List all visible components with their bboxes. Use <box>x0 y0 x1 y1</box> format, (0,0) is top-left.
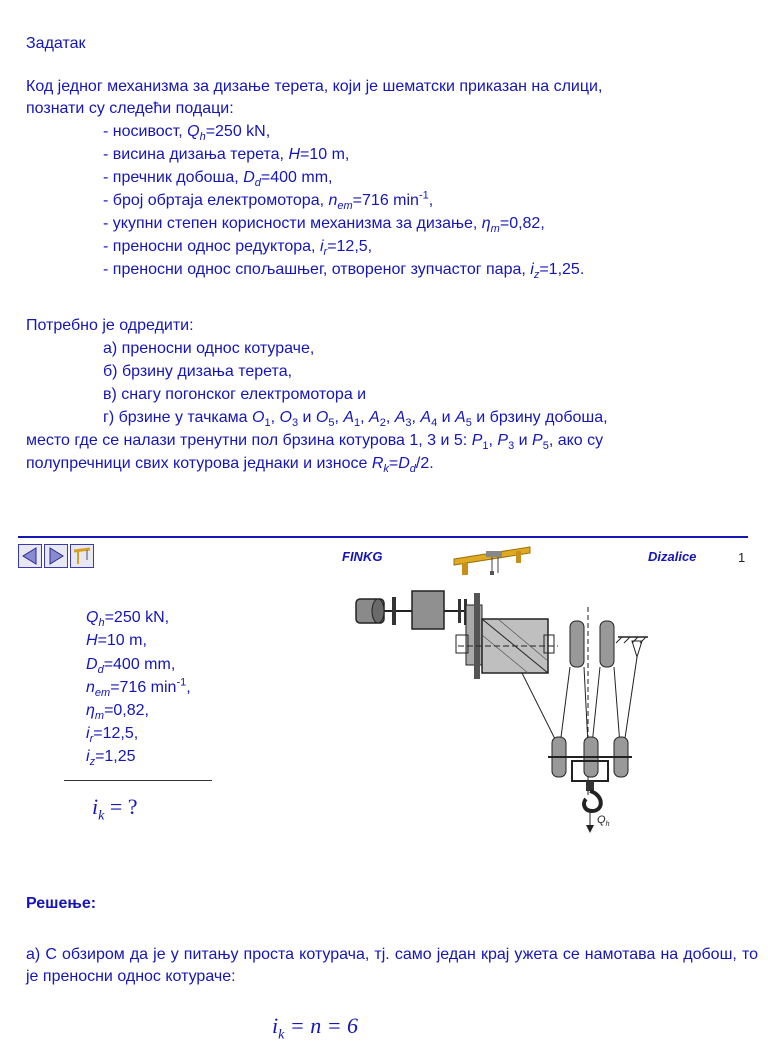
reducer-icon <box>412 591 444 629</box>
required-item-d: г) брзине у тачкама $O_1$, $O_3$ и $O_5$, $A_1$, $A_2$, $A_3$, $A_4$ и $A_5$ и брзину добоша, <box>103 409 608 430</box>
header-right-title: Dizalice <box>648 549 697 564</box>
page-number: 1 <box>738 550 746 565</box>
given-item-drum: - пречник добоша, $D_d=400$ mm, <box>103 169 333 190</box>
solution-title: Решење: <box>26 895 97 912</box>
slide-navigation <box>18 544 94 568</box>
upper-sheave <box>600 621 614 667</box>
required-item-c: в) снагу погонског електромотора и <box>103 386 367 403</box>
task-title: Задатак <box>26 35 86 52</box>
given-item-height: - висина дизања терета, H=10 m, <box>103 146 350 163</box>
required-item-a: а) преносни однос котураче, <box>103 340 315 357</box>
given-qh: $Q_h=250$ kN, <box>86 609 170 630</box>
given-iz: $i_z=1,25$ <box>86 748 136 769</box>
intro-line-2: познати су следећи подаци: <box>26 100 234 117</box>
required-item-d-line-3: полупречници свих котурова једнаки и износе $R_k=D_d/2$. <box>26 455 434 476</box>
load-label: $Q_h$ <box>597 814 610 829</box>
given-nem: $n_{em}=716$ $\min^{-1}$, <box>86 676 191 700</box>
upper-sheave <box>570 621 584 667</box>
required-item-b: б) брзину дизања терета, <box>103 363 293 380</box>
given-eta: $\eta_m=0,82$, <box>86 702 149 723</box>
header-center-title: FINKG <box>342 549 383 564</box>
hoist-mechanism-diagram <box>348 585 658 835</box>
given-ir: $i_r=12,5$, <box>86 725 139 746</box>
coupling-icon <box>392 597 396 625</box>
intro-line-1: Код једног механизма за дизање терета, који је шематски приказан на слици, <box>26 78 603 95</box>
required-item-d-line-2: место где се налази тренутни пол брзина котурова 1, 3 и 5: $P_1$, $P_3$ и $P_5$, ако су <box>26 432 604 453</box>
required-title: Потребно је одредити: <box>26 317 194 334</box>
prev-icon <box>20 546 40 566</box>
prev-button[interactable] <box>18 544 42 568</box>
given-item-efficiency: - укупни степен корисности механизма за дизање, $\eta_m=0,82$, <box>103 215 545 236</box>
crane-logo-icon <box>452 543 532 577</box>
next-button[interactable] <box>44 544 68 568</box>
hook-icon <box>584 791 601 811</box>
question-ik: $i_k$ = ? <box>92 794 138 824</box>
solution-formula: $i_k = n = 6$ <box>272 1013 359 1042</box>
crane-icon <box>72 546 92 566</box>
home-button[interactable] <box>70 544 94 568</box>
header-rule <box>18 536 748 538</box>
given-item-reducer-ratio: - преносни однос редуктора, $i_r=12,5$, <box>103 238 373 259</box>
given-separator <box>64 780 212 781</box>
given-item-motor-speed: - број обртаја електромотора, $n_{em}=716$ $\min^{-1}$, <box>103 189 434 213</box>
next-icon <box>46 546 66 566</box>
solution-text: а) С обзиром да је у питању проста котурача, тј. само један крај ужета се намотава на добош, то је преносни однос котураче: <box>26 946 758 985</box>
given-item-capacity: - носивост, $Q_h=250$ kN, <box>103 123 271 144</box>
given-dd: $D_d=400$ mm, <box>86 656 176 677</box>
given-item-gear-ratio: - преносни однос спољашњег, отвореног зупчастог пара, $i_z=1,25$. <box>103 261 585 282</box>
given-h: H=10 m, <box>86 632 147 649</box>
